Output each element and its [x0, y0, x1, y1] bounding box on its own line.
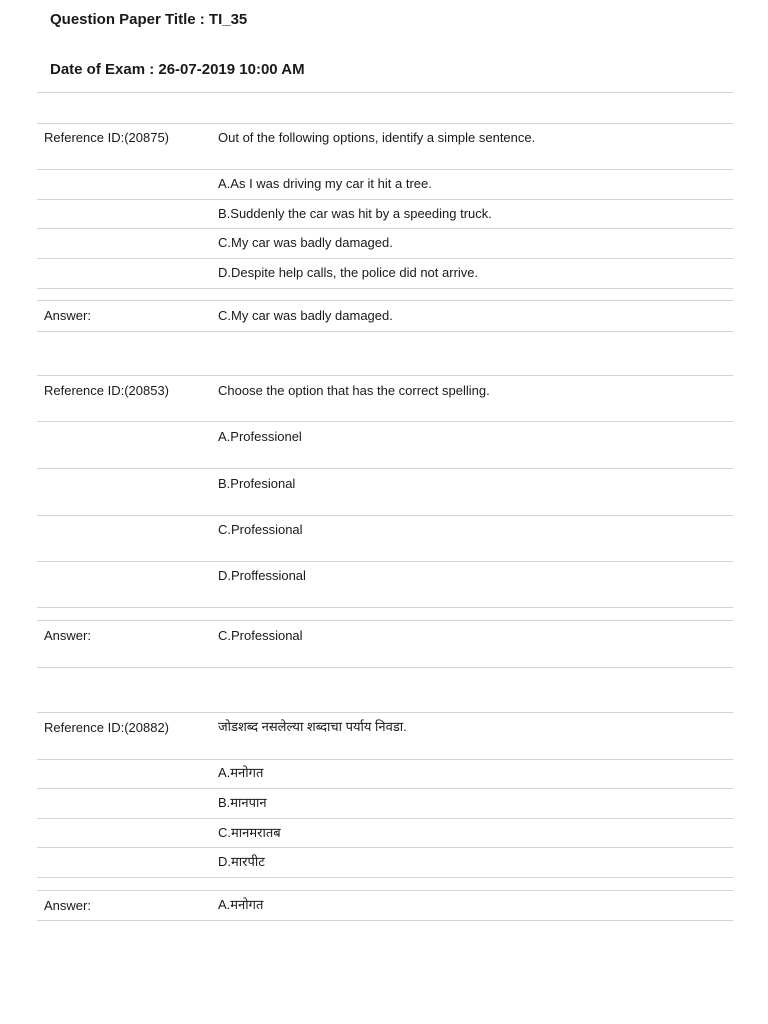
option-a: A.मनोगत: [218, 765, 264, 780]
option-d: D.Proffessional: [218, 568, 306, 583]
exam-date: Date of Exam : 26-07-2019 10:00 AM: [50, 61, 305, 78]
question-text: Out of the following options, identify a simple sentence.: [218, 130, 536, 145]
divider: [37, 228, 733, 229]
answer-value: C.Professional: [218, 628, 303, 643]
option-a: A.Professionel: [218, 429, 302, 444]
reference-id: Reference ID:(20875): [44, 130, 170, 145]
divider: [37, 890, 733, 891]
divider: [37, 169, 733, 170]
option-d: D.मारपीट: [218, 854, 265, 869]
divider: [37, 258, 733, 259]
answer-value: A.मनोगत: [218, 897, 264, 912]
divider: [37, 421, 733, 422]
divider: [37, 788, 733, 789]
divider: [37, 375, 733, 376]
option-b: B.Suddenly the car was hit by a speeding truck.: [218, 206, 492, 221]
divider: [37, 300, 733, 301]
option-c: C.मानमरातब: [218, 825, 281, 840]
divider: [37, 712, 733, 713]
divider: [37, 818, 733, 819]
divider: [37, 123, 733, 124]
divider: [37, 331, 733, 332]
divider: [37, 847, 733, 848]
divider: [37, 920, 733, 921]
divider: [37, 468, 733, 469]
answer-value: C.My car was badly damaged.: [218, 308, 393, 323]
divider: [37, 607, 733, 608]
divider: [37, 199, 733, 200]
divider: [37, 561, 733, 562]
answer-label: Answer:: [44, 898, 91, 913]
divider: [37, 877, 733, 878]
option-a: A.As I was driving my car it hit a tree.: [218, 176, 432, 191]
answer-label: Answer:: [44, 308, 91, 323]
option-c: C.Professional: [218, 522, 303, 537]
answer-label: Answer:: [44, 628, 91, 643]
option-b: B.Profesional: [218, 476, 296, 491]
divider: [37, 288, 733, 289]
option-d: D.Despite help calls, the police did not arrive.: [218, 265, 479, 280]
question-paper-title: Question Paper Title : TI_35: [50, 11, 248, 28]
divider: [37, 515, 733, 516]
question-text: Choose the option that has the correct spelling.: [218, 383, 490, 398]
divider: [37, 92, 733, 93]
question-text: जोडशब्द नसलेल्या शब्दाचा पर्याय निवडा.: [218, 719, 407, 734]
option-c: C.My car was badly damaged.: [218, 235, 393, 250]
reference-id: Reference ID:(20882): [44, 720, 170, 735]
option-b: B.मानपान: [218, 795, 267, 810]
reference-id: Reference ID:(20853): [44, 383, 170, 398]
divider: [37, 620, 733, 621]
divider: [37, 667, 733, 668]
divider: [37, 759, 733, 760]
